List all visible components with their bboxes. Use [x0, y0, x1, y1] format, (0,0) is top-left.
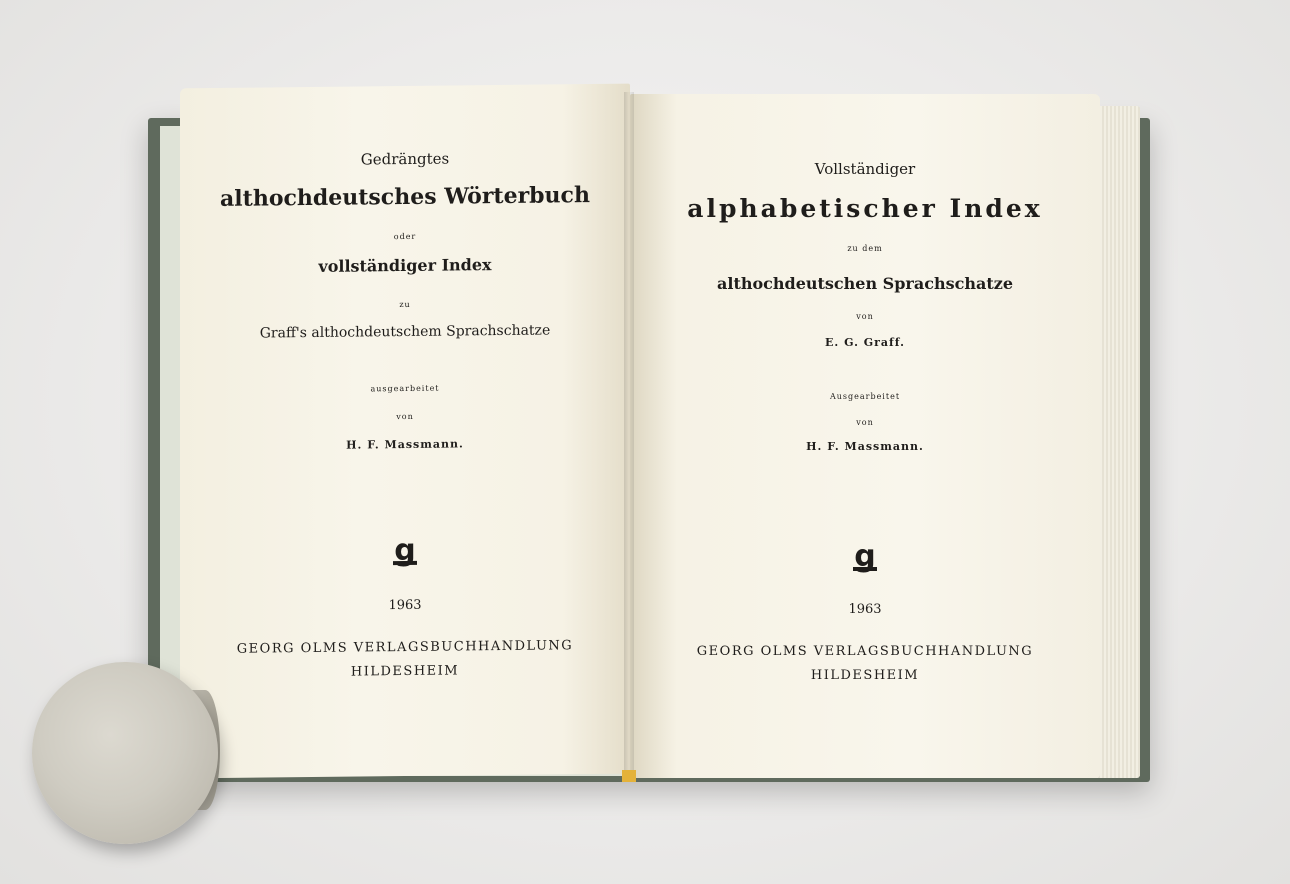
left-von: von [396, 411, 414, 422]
right-line-vollstaendiger: Vollständiger [814, 160, 916, 178]
left-publisher: GEORG OLMS VERLAGSBUCHHANDLUNG [236, 638, 574, 657]
right-title: alphabetischer Index [687, 194, 1043, 223]
right-subtitle: althochdeutschen Sprachschatze [717, 274, 1013, 293]
spine-tape [622, 770, 636, 782]
publisher-logo-icon: g [394, 532, 416, 569]
right-von-1: von [856, 312, 874, 321]
left-subtitle: vollständiger Index [318, 255, 492, 276]
right-von-2: von [856, 418, 874, 427]
left-title: althochdeutsches Wörterbuch [220, 182, 590, 212]
right-author-graff: E. G. Graff. [825, 336, 905, 349]
left-conj-oder: oder [393, 231, 417, 242]
left-prepared: ausgearbeitet [370, 383, 440, 394]
publisher-logo-icon-right: g [854, 539, 876, 574]
left-year: 1963 [388, 597, 422, 614]
left-title-page [180, 84, 630, 779]
left-author: H. F. Massmann. [346, 437, 464, 452]
right-publisher: GEORG OLMS VERLAGSBUCHHANDLUNG [696, 644, 1034, 659]
right-prepared: Ausgearbeitet [829, 392, 901, 401]
left-conj-zu: zu [399, 299, 411, 310]
book-gutter [624, 92, 634, 782]
right-title-page [630, 94, 1100, 778]
stone-weight [32, 662, 218, 844]
left-line-gedraengtes: Gedrängtes [360, 149, 450, 169]
left-city: HILDESHEIM [350, 663, 460, 680]
page-edges [1096, 106, 1140, 778]
left-source: Graff's althochdeutschem Sprachschatze [259, 322, 551, 342]
right-author-massmann: H. F. Massmann. [806, 440, 924, 453]
right-conj-zu-dem: zu dem [847, 244, 883, 253]
right-year: 1963 [848, 602, 882, 617]
right-city: HILDESHEIM [810, 668, 920, 683]
